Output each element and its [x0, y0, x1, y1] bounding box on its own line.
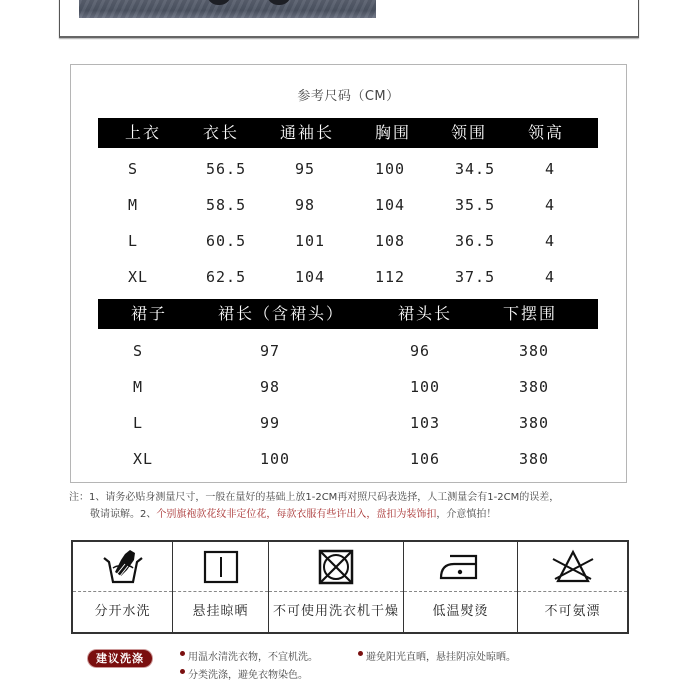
- no-bleach-icon: [518, 542, 627, 592]
- cell: 100: [375, 160, 406, 178]
- cell-size: M: [133, 378, 144, 396]
- table-row: [71, 449, 626, 469]
- wash-tip-text: 避免阳光直晒，悬挂阴凉处晾晒。: [366, 652, 516, 663]
- low-iron-icon: [404, 542, 517, 592]
- skirt-header-col: 裙子: [131, 304, 168, 323]
- cell: 98: [260, 378, 281, 396]
- care-label: 低温熨烫: [432, 604, 489, 619]
- cell-size: L: [133, 414, 144, 432]
- cell-size: S: [128, 160, 139, 178]
- no-tumble-dry-icon: [269, 542, 403, 592]
- size-notes: [69, 489, 649, 523]
- size-chart-title: 参考尺码（CM）: [297, 89, 400, 104]
- cell: 97: [260, 342, 281, 360]
- cell: 62.5: [206, 268, 247, 286]
- photo-texture: [79, 0, 376, 18]
- cell: 380: [519, 342, 550, 360]
- cell: 106: [410, 450, 441, 468]
- cell: 4: [545, 160, 556, 178]
- cell: 380: [519, 414, 550, 432]
- care-item: [404, 542, 518, 632]
- care-label: 分开水洗: [94, 604, 151, 619]
- cell: 99: [260, 414, 281, 432]
- care-label: 悬挂晾晒: [192, 604, 249, 619]
- skirt-header-bar: [98, 299, 598, 329]
- skirt-header-col: 裙长（含裙头）: [218, 304, 345, 323]
- table-row: [71, 231, 626, 251]
- cell: 37.5: [455, 268, 496, 286]
- tops-header-col: 上衣: [125, 123, 162, 142]
- care-item: [269, 542, 404, 632]
- hand-wash-icon: [73, 542, 172, 592]
- cell: 35.5: [455, 196, 496, 214]
- care-item: [518, 542, 627, 632]
- wash-tip: [180, 669, 308, 683]
- cell: 4: [545, 232, 556, 250]
- cell-size: XL: [128, 268, 149, 286]
- cell: 60.5: [206, 232, 247, 250]
- care-label: 不可使用洗衣机干燥: [272, 604, 399, 619]
- cell: 36.5: [455, 232, 496, 250]
- hang-dry-icon: [173, 542, 268, 592]
- tops-header-col: 通袖长: [280, 123, 335, 142]
- tops-header-col: 胸围: [375, 123, 412, 142]
- table-row: [71, 341, 626, 361]
- wash-tip: [180, 651, 318, 665]
- cell: 4: [545, 196, 556, 214]
- cell: 34.5: [455, 160, 496, 178]
- skirt-header-col: 裙头长: [398, 304, 453, 323]
- cell-size: XL: [133, 450, 154, 468]
- wash-advice-badge: 建议洗涤: [88, 650, 152, 667]
- wash-tip-text: 用温水清洗衣物，不宜机洗。: [188, 652, 318, 663]
- table-row: [71, 195, 626, 215]
- cell: 101: [295, 232, 326, 250]
- bullet-icon: [180, 669, 185, 674]
- table-row: [71, 159, 626, 179]
- cell: 96: [410, 342, 431, 360]
- cell: 104: [295, 268, 326, 286]
- cell: 58.5: [206, 196, 247, 214]
- cell-size: S: [133, 342, 144, 360]
- care-item: [173, 542, 269, 632]
- note-text: 敬请谅解。2、: [90, 509, 157, 520]
- cell: 100: [410, 378, 441, 396]
- bullet-icon: [180, 651, 185, 656]
- note-line-2: [69, 506, 649, 523]
- tops-header-bar: [98, 118, 598, 148]
- table-row: [71, 267, 626, 287]
- cell: 104: [375, 196, 406, 214]
- cell: 56.5: [206, 160, 247, 178]
- wash-tip-text: 分类洗涤，避免衣物染色。: [188, 670, 308, 681]
- cell-size: M: [128, 196, 139, 214]
- table-row: [71, 377, 626, 397]
- cell: 4: [545, 268, 556, 286]
- cell: 108: [375, 232, 406, 250]
- wash-tip: [358, 651, 516, 665]
- cell: 100: [260, 450, 291, 468]
- skirt-header-col: 下摆围: [503, 304, 558, 323]
- cell: 380: [519, 378, 550, 396]
- care-label: 不可氨漂: [544, 604, 601, 619]
- care-item: [73, 542, 173, 632]
- note-highlight: 个别旗袍款花纹非定位花，每款衣服有些许出入，盘扣为装饰扣: [156, 509, 437, 520]
- cell-size: L: [128, 232, 139, 250]
- note-line-1: 注：1、请务必贴身测量尺寸，一般在量好的基础上放1-2CM再对照尺码表选择，人工测量会有1-2CM的误差，: [69, 492, 560, 503]
- tops-header-col: 领高: [528, 123, 565, 142]
- product-photo: [79, 0, 376, 18]
- size-chart: [70, 64, 627, 483]
- cell: 380: [519, 450, 550, 468]
- care-instructions-table: [71, 540, 629, 634]
- cell: 95: [295, 160, 316, 178]
- bullet-icon: [358, 651, 363, 656]
- tops-header-col: 领围: [451, 123, 488, 142]
- tops-header-col: 衣长: [203, 123, 240, 142]
- table-row: [71, 413, 626, 433]
- cell: 103: [410, 414, 441, 432]
- cell: 98: [295, 196, 316, 214]
- note-text: ，介意慎拍！: [436, 509, 497, 520]
- cell: 112: [375, 268, 406, 286]
